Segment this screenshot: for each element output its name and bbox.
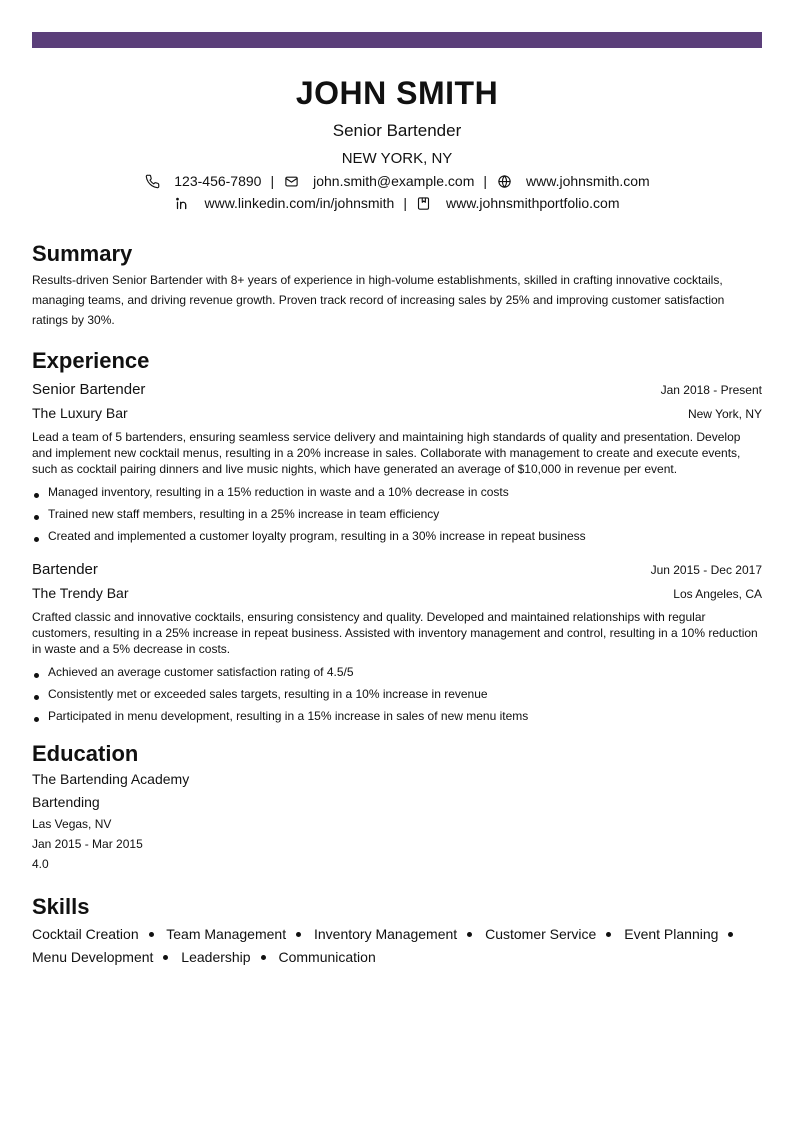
bullet-dot [606,932,611,937]
globe-icon [496,173,512,189]
job-bullets [32,661,762,727]
list-item: Achieved an average customer satisfaction rating of 4.5/5 [32,661,762,683]
separator: | [483,173,488,189]
skills-heading: Skills [32,894,90,919]
bullet-dot [728,932,733,937]
bullet-dot [149,932,154,937]
skill-item: Communication [278,949,376,965]
list-item: Participated in menu development, resulting in a 15% increase in sales of new menu items [32,705,762,727]
job-description: Lead a team of 5 bartenders, ensuring seamless service delivery and maintaining high standards of quality and presentation. Develop and implement new cocktail menus, resulting in a 20% increase in sales. Collaborate with management to create and execute events, such as cocktail pairing dinners and live music nights, which have generated an average of $10,000 in revenue per event. [32,430,741,476]
summary-section [32,240,762,330]
job-description: Crafted classic and innovative cocktails, ensuring consistency and quality. Developed and maintained relationships with regular customers, resulting in a 25% increase in repeat business. Assisted with inventory management and control, resulting in a 10% reduction in waste and a 5% decrease in costs. [32,610,758,656]
skills-section [32,893,762,969]
education-field: Bartending [32,794,100,810]
education-dates: Jan 2015 - Mar 2015 [32,837,143,851]
skill-item: Event Planning [624,926,719,942]
job-location: Los Angeles, CA [673,587,762,601]
education-heading: Education [32,741,139,766]
education-school: The Bartending Academy [32,771,190,787]
job-dates: Jun 2015 - Dec 2017 [650,563,762,577]
portfolio-link[interactable]: www.johnsmithportfolio.com [445,195,620,211]
skill-item: Inventory Management [313,926,458,942]
list-item: Consistently met or exceeded sales targets, resulting in a 10% increase in revenue [32,683,762,705]
linkedin-link[interactable]: www.linkedin.com/in/johnsmith [204,195,395,211]
candidate-name: JOHN SMITH [295,75,499,111]
bullet-dot [163,955,168,960]
job-company: The Luxury Bar [32,405,128,421]
separator: | [403,195,407,211]
bookmark-icon [416,195,432,211]
candidate-title: Senior Bartender [332,121,462,140]
phone-icon [144,173,160,189]
job-entry [32,559,762,727]
resume-header [32,72,762,212]
job-location: New York, NY [687,407,762,421]
list-item: Created and implemented a customer loyalty program, resulting in a 30% increase in repeat business [32,525,762,547]
website-link[interactable]: www.johnsmith.com [526,173,650,189]
experience-heading: Experience [32,348,150,373]
skills-list [32,923,762,969]
summary-text: Results-driven Senior Bartender with 8+ years of experience in high-volume establishments, skilled in crafting innovative cocktails, managing teams, and driving revenue growth. Proven track record of increasing sales by 25% and improving customer satisfaction ratings by 30%. [32,273,725,327]
accent-bar [32,32,762,48]
bullet-dot [261,955,266,960]
contact-row-primary [32,172,762,190]
education-section [32,740,762,874]
bullet-dot [296,932,301,937]
skill-item: Menu Development [32,949,154,965]
skill-item: Customer Service [485,926,597,942]
experience-section [32,347,762,727]
job-title: Senior Bartender [32,381,146,398]
contact-row-secondary [32,194,762,212]
list-item: Trained new staff members, resulting in a 25% increase in team efficiency [32,503,762,525]
education-location: Las Vegas, NV [32,817,112,831]
skill-item: Team Management [166,926,287,942]
job-company: The Trendy Bar [32,585,129,601]
job-entry [32,379,762,547]
job-dates: Jan 2018 - Present [660,383,762,397]
job-bullets [32,481,762,547]
separator: | [270,173,275,189]
skill-item: Leadership [181,949,251,965]
email-link[interactable]: john.smith@example.com [313,173,475,189]
job-title: Bartender [32,561,98,578]
skill-item: Cocktail Creation [32,926,139,942]
candidate-location: NEW YORK, NY [341,150,453,167]
list-item: Managed inventory, resulting in a 15% reduction in waste and a 10% decrease in costs [32,481,762,503]
bullet-dot [467,932,472,937]
linkedin-icon [174,195,190,211]
phone-number[interactable]: 123-456-7890 [174,173,262,189]
email-icon [283,173,299,189]
summary-heading: Summary [32,241,133,266]
education-gpa: 4.0 [32,857,49,871]
